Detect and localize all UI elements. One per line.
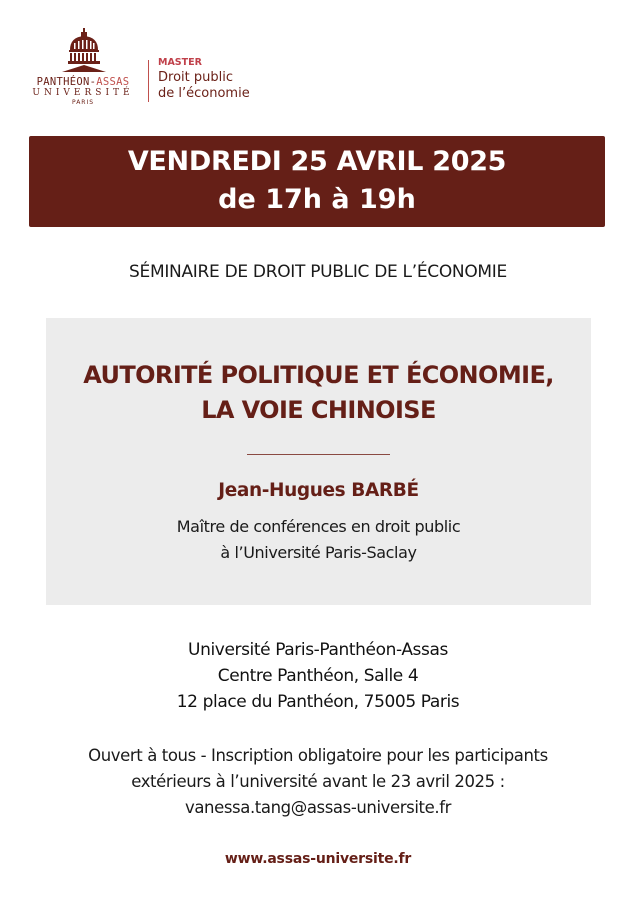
registration-info: Ouvert à tous - Inscription obligatoire pour les participants extérieurs à l’université avant le 23 avril 2025 : vanessa.tang@assas-universite.fr: [0, 743, 636, 821]
event-date: VENDREDI 25 AVRIL 2025: [127, 146, 507, 177]
logo-city: PARIS: [71, 99, 95, 106]
registration-email[interactable]: vanessa.tang@assas-universite.fr: [184, 798, 452, 817]
venue-address: Université Paris-Panthéon-Assas Centre Panthéon, Salle 4 12 place du Panthéon, 75005 Paris: [176, 640, 460, 712]
talk-title: AUTORITÉ POLITIQUE ET ÉCONOMIE, LA VOIE CHINOISE: [83, 361, 554, 424]
program-label: MASTER: [158, 57, 202, 68]
speaker-name: Jean-Hugues BARBÉ: [218, 480, 419, 501]
title-divider: [247, 454, 390, 455]
university-logo: [28, 28, 138, 106]
website-link[interactable]: www.assas-universite.fr: [224, 851, 412, 867]
program-title: Droit public de l’économie: [158, 70, 250, 101]
logo-university-name: PANTHÉON-ASSAS: [36, 76, 130, 88]
logo-subtitle: UNIVERSITÉ: [32, 88, 134, 98]
seminar-label: SÉMINAIRE DE DROIT PUBLIC DE L’ÉCONOMIE: [129, 262, 507, 282]
speaker-role: Maître de conférences en droit public à l’Université Paris-Saclay: [176, 517, 461, 562]
date-banner: [29, 136, 605, 227]
logo-divider: [148, 60, 149, 102]
event-time: de 17h à 19h: [218, 184, 416, 215]
pantheon-dome-icon: [62, 28, 106, 74]
talk-panel: [46, 318, 591, 605]
